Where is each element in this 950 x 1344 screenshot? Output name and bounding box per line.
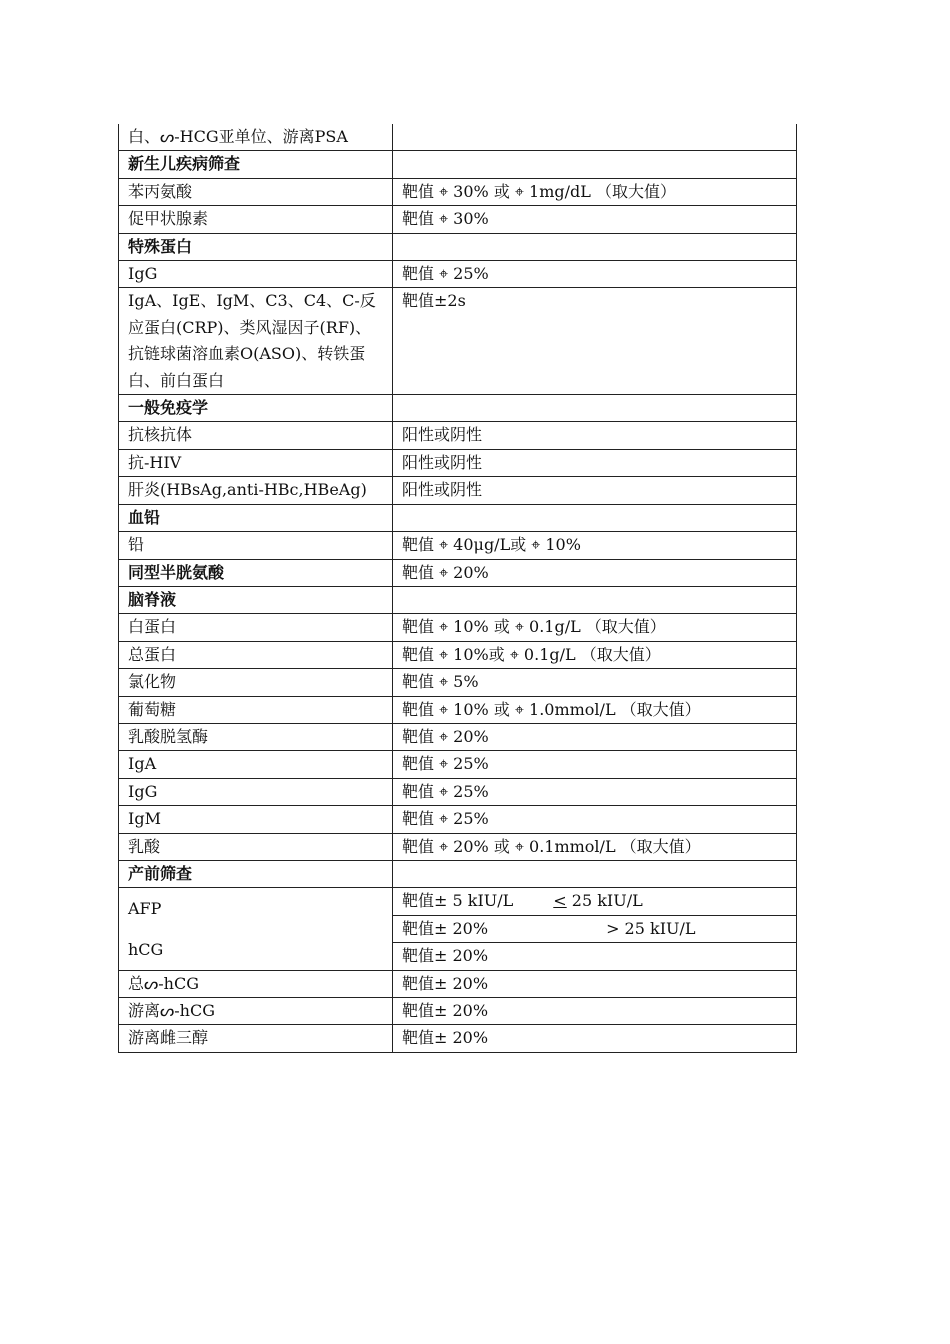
quality-criteria-table — [118, 124, 797, 1053]
section-row — [119, 504, 797, 531]
item-cell: IgG — [119, 778, 393, 805]
afp-criteria-1: 靶值± 5 kIU/L — [402, 891, 514, 911]
table-row — [119, 806, 797, 833]
table-row — [119, 614, 797, 641]
hcg-label: hCG — [128, 940, 164, 960]
section-heading: 特殊蛋白 — [119, 233, 393, 260]
section-row — [119, 395, 797, 422]
criteria-cell — [393, 233, 797, 260]
criteria-cell: 靶值 ⌖ 25% — [393, 778, 797, 805]
item-cell: 铅 — [119, 532, 393, 559]
criteria-cell: 靶值±2s — [393, 288, 797, 395]
criteria-cell: 靶值± 20% — [393, 970, 797, 997]
criteria-cell: 靶值 ⌖ 40μg/L或 ⌖ 10% — [393, 532, 797, 559]
item-cell: 乳酸脱氢酶 — [119, 723, 393, 750]
item-cell: 苯丙氨酸 — [119, 178, 393, 205]
item-cell: 游离雌三醇 — [119, 1025, 393, 1052]
criteria-cell: 靶值 ⌖ 30% — [393, 206, 797, 233]
afp-label: AFP — [128, 899, 162, 919]
criteria-cell: 靶值 ⌖ 20% — [393, 723, 797, 750]
table-row — [119, 1025, 797, 1052]
table-row — [119, 206, 797, 233]
table-row — [119, 833, 797, 860]
item-cell: IgG — [119, 261, 393, 288]
criteria-cell: 靶值± 20% — [393, 998, 797, 1025]
item-cell: 氯化物 — [119, 669, 393, 696]
table-row — [119, 778, 797, 805]
criteria-cell — [393, 124, 797, 151]
item-cell: 总ᔕ-hCG — [119, 970, 393, 997]
criteria-cell: 阳性或阴性 — [393, 449, 797, 476]
table-row — [119, 261, 797, 288]
item-cell: 白、ᔕ-HCG亚单位、游离PSA — [119, 124, 393, 151]
table-row — [119, 641, 797, 668]
criteria-cell — [393, 395, 797, 422]
afp-condition-1: 25 kIU/L — [566, 891, 643, 911]
item-cell: IgA — [119, 751, 393, 778]
section-row — [119, 860, 797, 887]
item-cell: 葡萄糖 — [119, 696, 393, 723]
section-heading: 同型半胱氨酸 — [119, 559, 393, 586]
item-cell: IgA、IgE、IgM、C3、C4、C-反应蛋白(CRP)、类风湿因子(RF)、抗链球菌溶血素O(ASO)、转铁蛋白、前白蛋白 — [119, 288, 393, 395]
table-row — [119, 696, 797, 723]
table-row — [119, 124, 797, 151]
criteria-cell: 靶值 ⌖ 30% 或 ⌖ 1mg/dL （取大值） — [393, 178, 797, 205]
criteria-cell: 靶值 ⌖ 25% — [393, 806, 797, 833]
afp-condition-2: > 25 kIU/L — [606, 918, 696, 938]
table-row — [119, 751, 797, 778]
section-row — [119, 586, 797, 613]
table-row — [119, 422, 797, 449]
item-cell: 乳酸 — [119, 833, 393, 860]
section-row — [119, 559, 797, 586]
item-cell: IgM — [119, 806, 393, 833]
section-heading: 一般免疫学 — [119, 395, 393, 422]
criteria-cell: 靶值± 20% — [393, 1025, 797, 1052]
criteria-cell: 靶值 ⌖ 5% — [393, 669, 797, 696]
criteria-cell: 靶值 ⌖ 20% 或 ⌖ 0.1mmol/L （取大值） — [393, 833, 797, 860]
hcg-criteria: 靶值± 20% — [393, 943, 797, 970]
criteria-cell: 阳性或阴性 — [393, 422, 797, 449]
criteria-cell — [393, 888, 797, 915]
criteria-cell: 靶值 ⌖ 25% — [393, 751, 797, 778]
section-heading: 新生儿疾病筛查 — [119, 151, 393, 178]
table-row — [119, 477, 797, 504]
section-row — [119, 151, 797, 178]
afp-criteria-2: 靶值± 20% — [402, 918, 489, 938]
criteria-cell: 靶值 ⌖ 10%或 ⌖ 0.1g/L （取大值） — [393, 641, 797, 668]
criteria-cell — [393, 586, 797, 613]
criteria-cell — [393, 915, 797, 942]
table-row — [119, 288, 797, 395]
criteria-cell — [393, 860, 797, 887]
table-row — [119, 532, 797, 559]
table-row — [119, 449, 797, 476]
item-cell: 促甲状腺素 — [119, 206, 393, 233]
table-row — [119, 723, 797, 750]
item-cell: 抗-HIV — [119, 449, 393, 476]
table-row — [119, 669, 797, 696]
criteria-cell: 靶值 ⌖ 10% 或 ⌖ 0.1g/L （取大值） — [393, 614, 797, 641]
item-cell: 总蛋白 — [119, 641, 393, 668]
criteria-cell: 阳性或阴性 — [393, 477, 797, 504]
table-row — [119, 178, 797, 205]
criteria-cell — [393, 504, 797, 531]
item-cell: 抗核抗体 — [119, 422, 393, 449]
criteria-cell — [393, 151, 797, 178]
less-equal-symbol: < — [553, 891, 567, 911]
table-row — [119, 998, 797, 1025]
criteria-cell: 靶值 ⌖ 20% — [393, 559, 797, 586]
afp-hcg-label-cell — [119, 888, 393, 970]
criteria-cell: 靶值 ⌖ 25% — [393, 261, 797, 288]
table-row — [119, 970, 797, 997]
section-heading: 血铅 — [119, 504, 393, 531]
item-cell: 游离ᔕ-hCG — [119, 998, 393, 1025]
criteria-cell: 靶值 ⌖ 10% 或 ⌖ 1.0mmol/L （取大值） — [393, 696, 797, 723]
section-row — [119, 233, 797, 260]
section-heading: 脑脊液 — [119, 586, 393, 613]
section-heading: 产前筛查 — [119, 860, 393, 887]
item-cell: 肝炎(HBsAg,anti-HBc,HBeAg) — [119, 477, 393, 504]
item-cell: 白蛋白 — [119, 614, 393, 641]
afp-row-1 — [119, 888, 797, 915]
